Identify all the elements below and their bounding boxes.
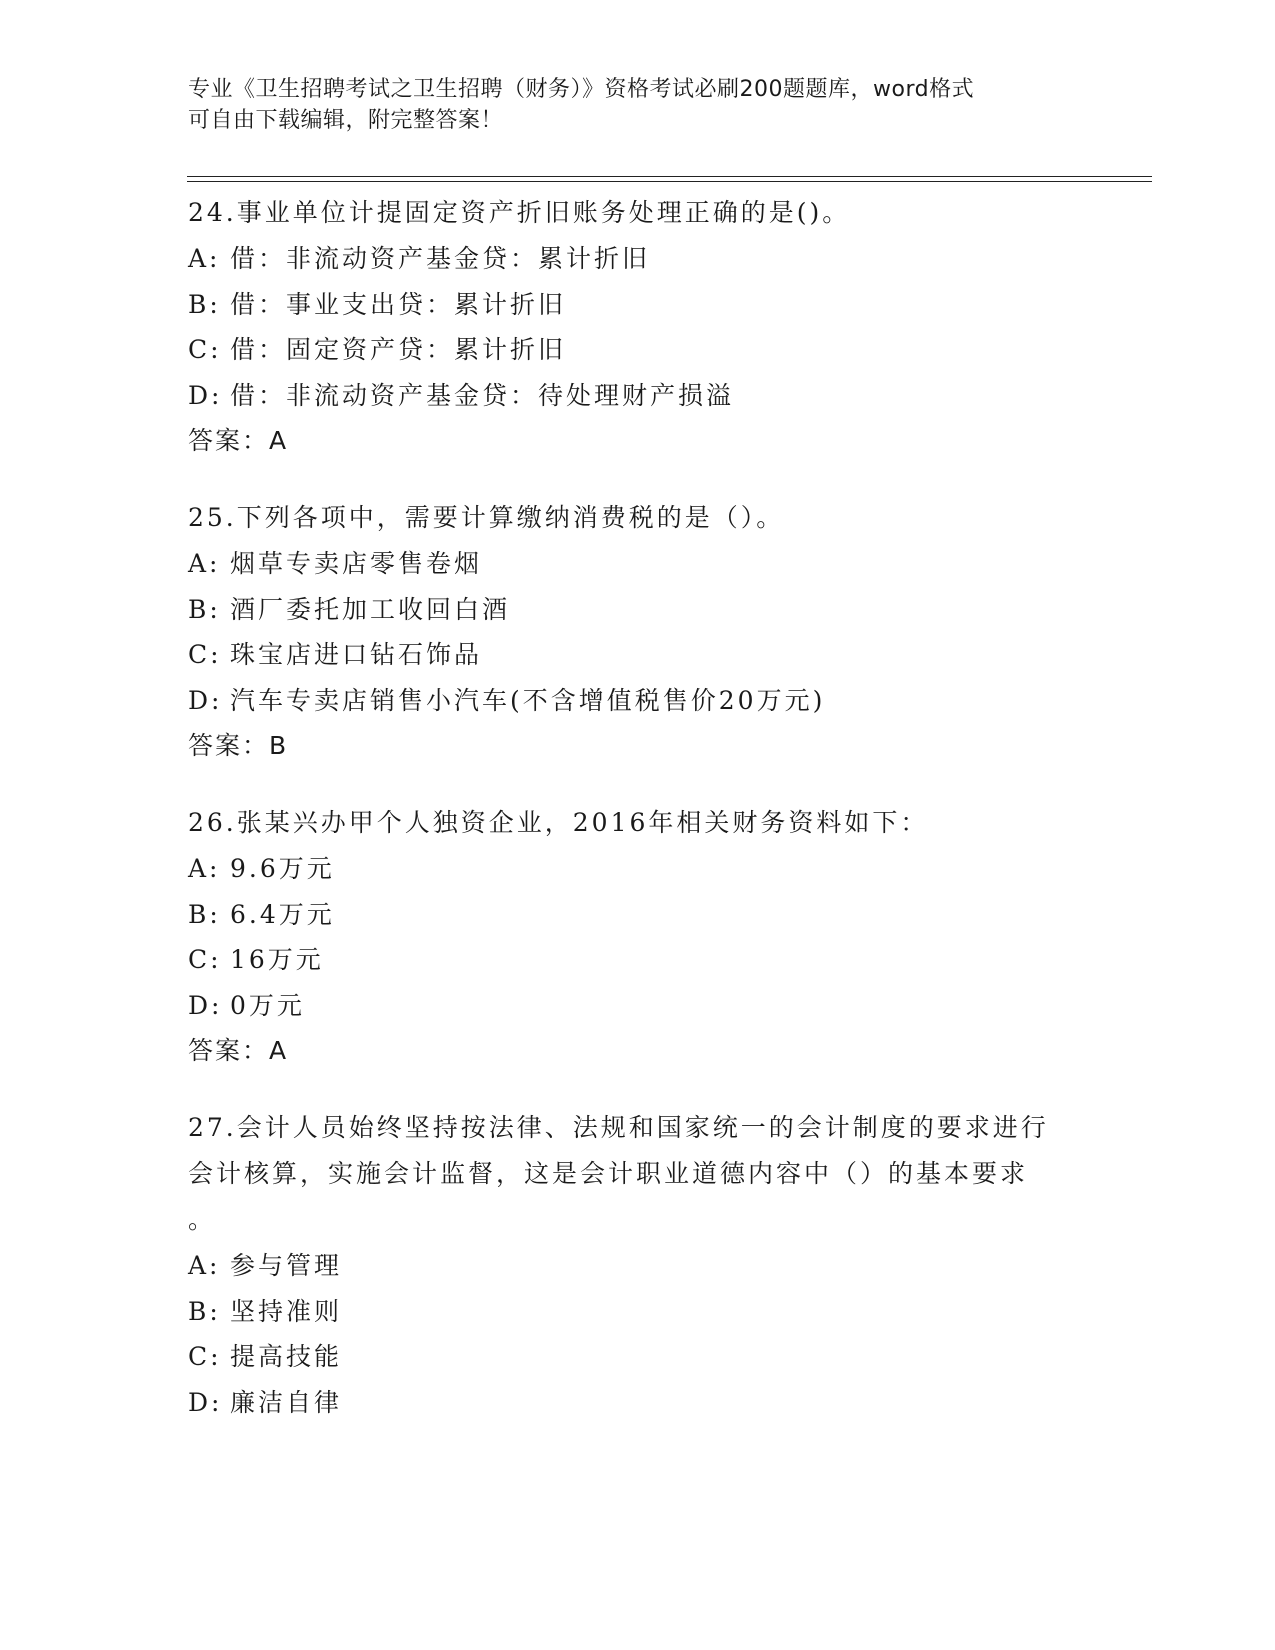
option-letter: C: [188, 1342, 222, 1371]
question-stem: 26.张某兴办甲个人独资企业，2016年相关财务资料如下： [188, 808, 929, 837]
option-text: 珠宝店进口钻石饰品 [230, 640, 483, 669]
option-a [188, 236, 1088, 282]
option-a [188, 541, 1088, 587]
question-stem: 24.事业单位计提固定资产折旧账务处理正确的是()。 [188, 198, 851, 227]
option-c [188, 327, 1088, 373]
answer-line: 答案：B [188, 731, 289, 760]
question-27 [188, 1105, 1088, 1425]
question-list [188, 190, 1088, 1456]
option-text: 借：事业支出贷：累计折旧 [230, 289, 567, 319]
option-letter: B: [188, 899, 221, 929]
option-d [188, 373, 1088, 419]
option-text: 酒厂委托加工收回白酒 [230, 594, 511, 624]
option-b [188, 1289, 1088, 1335]
option-c [188, 1334, 1088, 1380]
answer-line: 答案：A [188, 426, 289, 455]
option-letter: A: [188, 244, 221, 273]
option-c [188, 937, 1088, 983]
question-stem-line-2: 会计核算，实施会计监督，这是会计职业道德内容中（）的基本要求 [188, 1159, 1029, 1188]
option-text: 烟草专卖店零售卷烟 [230, 549, 483, 578]
option-b [188, 282, 1088, 328]
option-text: 汽车专卖店销售小汽车(不含增值税售价20万元) [230, 685, 826, 715]
option-letter: C: [188, 640, 222, 669]
option-text: 借：非流动资产基金贷：待处理财产损溢 [230, 380, 735, 410]
option-letter: D: [188, 990, 223, 1020]
option-b [188, 892, 1088, 938]
option-letter: A: [188, 1251, 221, 1280]
header-line-1: 专业《卫生招聘考试之卫生招聘（财务）》资格考试必刷200题题库，word格式 [188, 77, 975, 102]
header-line-2: 可自由下载编辑，附完整答案！ [188, 108, 504, 133]
option-letter: D: [188, 685, 223, 715]
option-text: 提高技能 [230, 1342, 343, 1371]
option-letter: B: [188, 594, 221, 624]
document-header [188, 74, 1068, 136]
question-stem-line-3: 。 [188, 1205, 217, 1234]
option-c [188, 632, 1088, 678]
question-25 [188, 495, 1088, 769]
option-letter: B: [188, 1296, 221, 1326]
answer-line: 答案：A [188, 1036, 289, 1065]
option-letter: D: [188, 380, 223, 410]
option-d [188, 1380, 1088, 1426]
option-letter: A: [188, 854, 221, 883]
option-letter: C: [188, 945, 222, 974]
option-text: 16万元 [230, 945, 324, 974]
option-a [188, 1243, 1088, 1289]
option-text: 借：非流动资产基金贷：累计折旧 [230, 244, 651, 273]
option-text: 0万元 [230, 990, 305, 1020]
option-d [188, 678, 1088, 724]
header-divider-top [187, 176, 1152, 177]
option-text: 参与管理 [230, 1251, 343, 1280]
question-stem-line-1: 27.会计人员始终坚持按法律、法规和国家统一的会计制度的要求进行 [188, 1113, 1049, 1142]
option-text: 廉洁自律 [230, 1387, 343, 1417]
option-text: 9.6万元 [230, 854, 335, 883]
option-letter: B: [188, 289, 221, 319]
option-letter: D: [188, 1387, 223, 1417]
option-text: 借：固定资产贷：累计折旧 [230, 335, 567, 364]
option-letter: A: [188, 549, 221, 578]
question-24 [188, 190, 1088, 464]
option-a [188, 846, 1088, 892]
question-stem: 25.下列各项中，需要计算缴纳消费税的是（）。 [188, 503, 785, 532]
option-text: 6.4万元 [230, 899, 335, 929]
option-letter: C: [188, 335, 222, 364]
option-text: 坚持准则 [230, 1296, 343, 1326]
question-26 [188, 800, 1088, 1074]
option-d [188, 983, 1088, 1029]
header-divider-bottom [187, 181, 1152, 182]
option-b [188, 587, 1088, 633]
